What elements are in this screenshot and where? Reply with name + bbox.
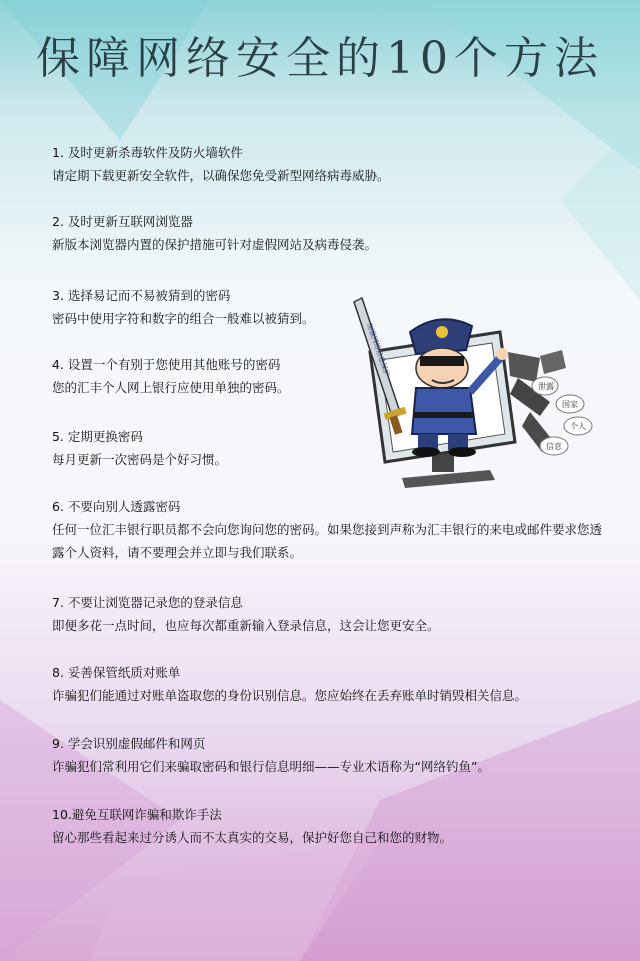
item-heading: 4. 设置一个有别于您使用其他账号的密码 [52, 357, 281, 372]
item-heading: 2. 及时更新互联网浏览器 [52, 214, 193, 229]
list-item [52, 803, 452, 849]
item-heading: 10.避免互联网诈骗和欺诈手法 [52, 807, 222, 822]
list-item [52, 495, 612, 564]
item-heading: 7. 不要让浏览器记录您的登录信息 [52, 595, 243, 610]
sword-label: 加强网络信息保护 [365, 322, 391, 378]
list-item [52, 661, 527, 707]
list-item [52, 210, 377, 256]
bubble-text: 国家 [562, 400, 578, 409]
list-item [52, 425, 227, 471]
list-item [52, 732, 490, 778]
list-item [52, 141, 390, 187]
list-item [52, 284, 315, 330]
item-description: 任何一位汇丰银行职员都不会向您询问您的密码。如果您接到声称为汇丰银行的来电或邮件要求您透露个人资料，请不要理会并立即与我们联系。 [52, 522, 603, 560]
item-description: 即便多花一点时间，也应每次都重新输入登录信息，这会让您更安全。 [52, 618, 440, 633]
bubble-label-group [532, 377, 592, 455]
item-description: 留心那些看起来过分诱人而不太真实的交易，保护好您自己和您的财物。 [52, 830, 453, 845]
item-heading: 9. 学会识别虚假邮件和网页 [52, 736, 206, 751]
bubble-text: 信息 [546, 442, 562, 451]
item-heading: 5. 定期更换密码 [52, 429, 143, 444]
item-heading: 3. 选择易记而不易被猜到的密码 [52, 288, 231, 303]
item-description: 每月更新一次密码是个好习惯。 [52, 452, 228, 467]
item-heading: 8. 妥善保管纸质对账单 [52, 665, 181, 680]
item-description: 请定期下载更新安全软件，以确保您免受新型网络病毒威胁。 [52, 168, 390, 183]
item-description: 密码中使用字符和数字的组合一般难以被猜到。 [52, 311, 315, 326]
item-heading: 1. 及时更新杀毒软件及防火墙软件 [52, 145, 243, 160]
police-monitor-illustration [340, 292, 610, 492]
bubble-text: 泄露 [538, 382, 554, 391]
bubble-text: 个人 [570, 422, 586, 431]
item-description: 诈骗犯们常利用它们来骗取密码和银行信息明细——专业术语称为“网络钓鱼”。 [52, 759, 490, 774]
item-heading: 6. 不要向别人透露密码 [52, 499, 181, 514]
list-item [52, 353, 290, 399]
item-description: 您的汇丰个人网上银行应使用单独的密码。 [52, 380, 290, 395]
list-item [52, 591, 440, 637]
item-description: 新版本浏览器内置的保护措施可针对虚假网站及病毒侵袭。 [52, 237, 378, 252]
page-title: 保障网络安全的10个方法 [36, 33, 604, 84]
item-description: 诈骗犯们能通过对账单盗取您的身份识别信息。您应始终在丢弃账单时销毁相关信息。 [52, 688, 528, 703]
